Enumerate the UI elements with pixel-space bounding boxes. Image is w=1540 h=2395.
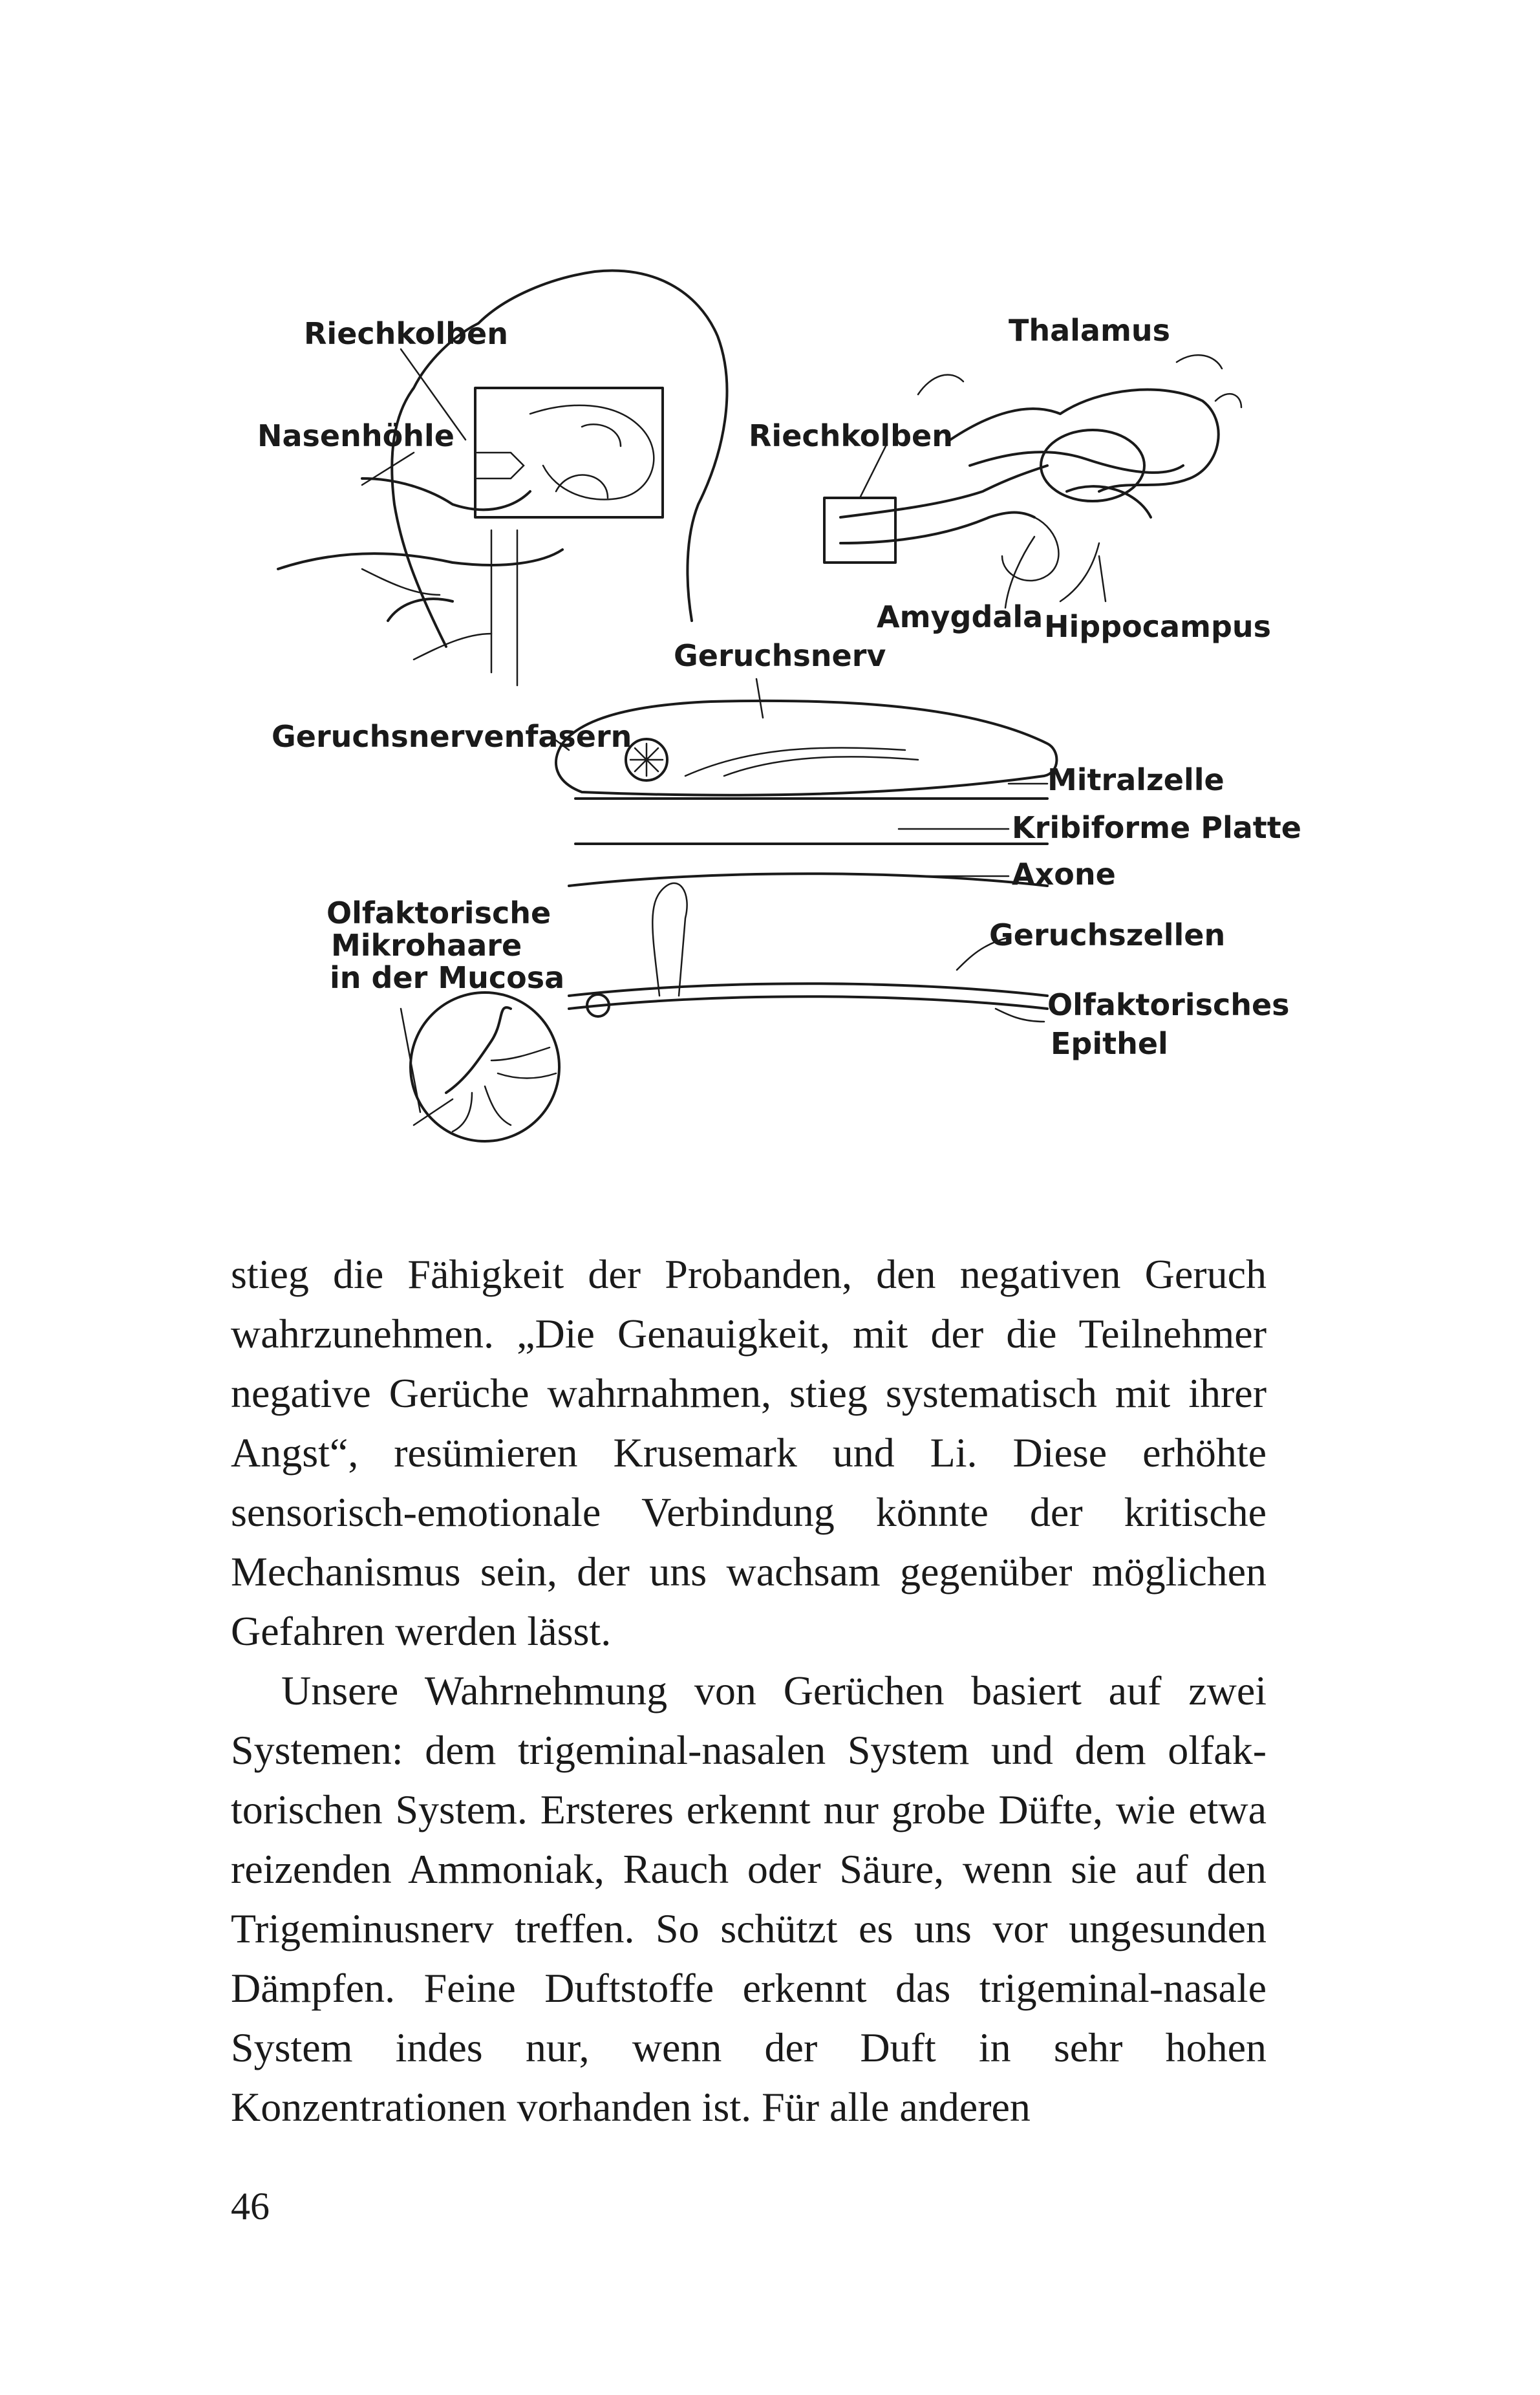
label-mikrohaare-3: in der Mucosa: [330, 960, 565, 995]
label-geruchsnerv: Geruchsnerv: [674, 638, 886, 673]
label-amygdala: Amygdala: [877, 599, 1043, 634]
label-kribiforme-platte: Kribiforme Platte: [1012, 810, 1301, 845]
paragraph-2: Unsere Wahrnehmung von Gerüchen basiert auf zwei Systemen: dem trigeminal-nasalen System und dem olfaktorischen System. Ersteres erkennt nur grobe Düfte, wie etwa reizenden Ammoniak, Rauch oder Säure, wenn sie auf den Trigeminusnerv treffen. So schützt es uns vor ungesunden Dämpfen. Feine Duftstoffe erkennt das trigeminal-nasale System indes nur, wenn der Duft in sehr hohen Konzentrationen vorhanden ist. Für alle anderen: [231, 1668, 1267, 2130]
label-mitralzelle: Mitralzelle: [1047, 762, 1225, 797]
label-thalamus: Thalamus: [1009, 313, 1171, 348]
label-mikrohaare-1: Olfaktorische: [326, 896, 551, 930]
label-geruchsnervenfasern: Geruchsnervenfasern: [272, 719, 632, 754]
page-number: 46: [231, 2185, 270, 2228]
label-mikrohaare-2: Mikrohaare: [331, 928, 522, 963]
label-hippocampus: Hippocampus: [1044, 609, 1272, 644]
label-riechkolben-left: Riechkolben: [304, 316, 509, 351]
label-axone: Axone: [1012, 857, 1116, 892]
body-text: [231, 1245, 1267, 2137]
microvilli-detail-drawing: [411, 993, 559, 1141]
label-geruchszellen: Geruchszellen: [989, 918, 1226, 952]
paragraph-1: stieg die Fähigkeit der Probanden, den negativen Geruch wahrzunehmen. „Die Genauigkeit, mit der die Teilnehmer negative Gerüche wahrnahmen, stieg systematisch mit ihrer Angst“, resümieren Krusemark und Li. Diese erhöhte sensorisch-emotionale Verbindung könnte der kritische Mechanismus sein, der uns wachsam gegenüber möglichen Gefahren werden lässt.: [231, 1251, 1267, 1654]
label-olfaktorisches-epithel-1: Olfaktorisches: [1047, 987, 1290, 1022]
label-riechkolben-right: Riechkolben: [749, 418, 954, 453]
brain-limbic-drawing: [824, 355, 1241, 601]
label-nasenhoehle: Nasenhöhle: [257, 418, 455, 453]
label-olfaktorisches-epithel-2: Epithel: [1051, 1026, 1168, 1061]
olfactory-system-illustration: [0, 0, 1540, 1164]
